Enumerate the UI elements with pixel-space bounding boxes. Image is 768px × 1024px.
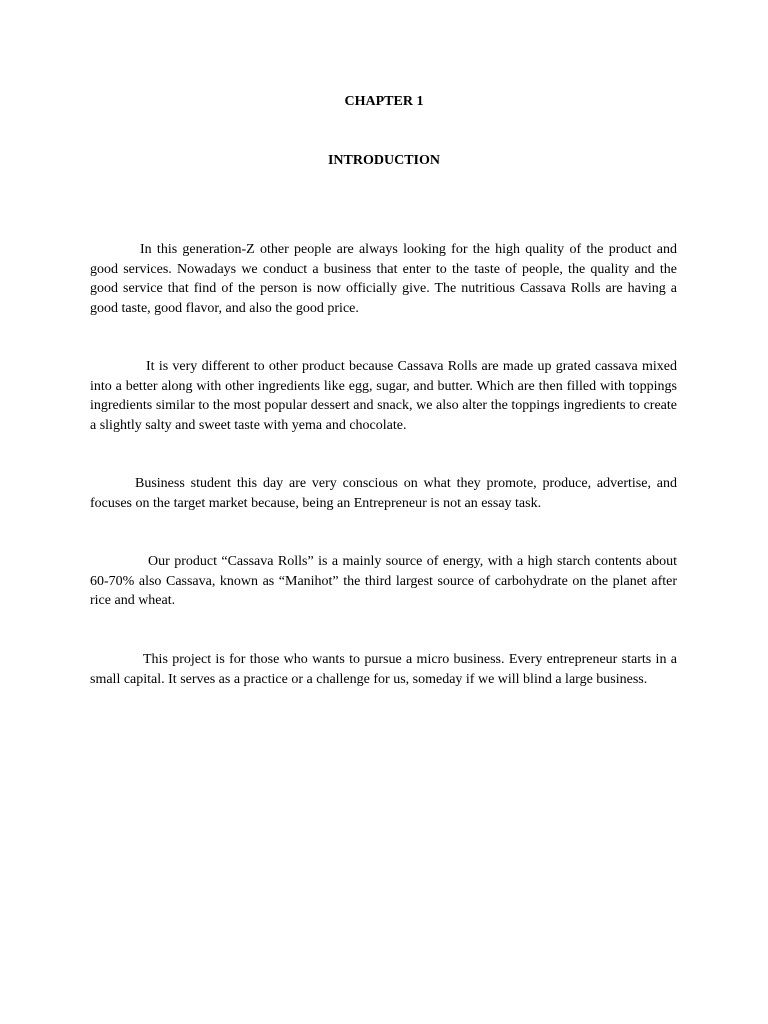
section-title: INTRODUCTION xyxy=(327,153,440,168)
chapter-title: CHAPTER 1 xyxy=(344,94,424,109)
paragraph-4: Our product “Cassava Rolls” is a mainly source of energy, with a high starch contents about 60-70% also Cassava, known as “Manihot” the third largest source of carbohydrate on the planet after rice and wheat. xyxy=(90,554,677,609)
paragraph-1: In this generation-Z other people are always looking for the high quality of the product and good services. Nowadays we conduct a business that enter to the taste of people, the quality and the good service that find of the person is now officially give. The nutritious Cassava Rolls are having a good taste, good flavor, and also the good price. xyxy=(90,242,677,316)
paragraph-2: It is very different to other product because Cassava Rolls are made up grated cassava mixed into a better along with other ingredients like egg, sugar, and butter. Which are then filled with toppings ingredients similar to the most popular dessert and snack, we also alter the toppings ingredients to create a slightly salty and sweet taste with yema and chocolate. xyxy=(90,359,677,433)
paragraph-3: Business student this day are very conscious on what they promote, produce, advertise, and focuses on the target market because, being an Entrepreneur is not an essay task. xyxy=(90,476,677,511)
paragraph-5: This project is for those who wants to pursue a micro business. Every entrepreneur starts in a small capital. It serves as a practice or a challenge for us, someday if we will blind a large business. xyxy=(90,652,677,687)
